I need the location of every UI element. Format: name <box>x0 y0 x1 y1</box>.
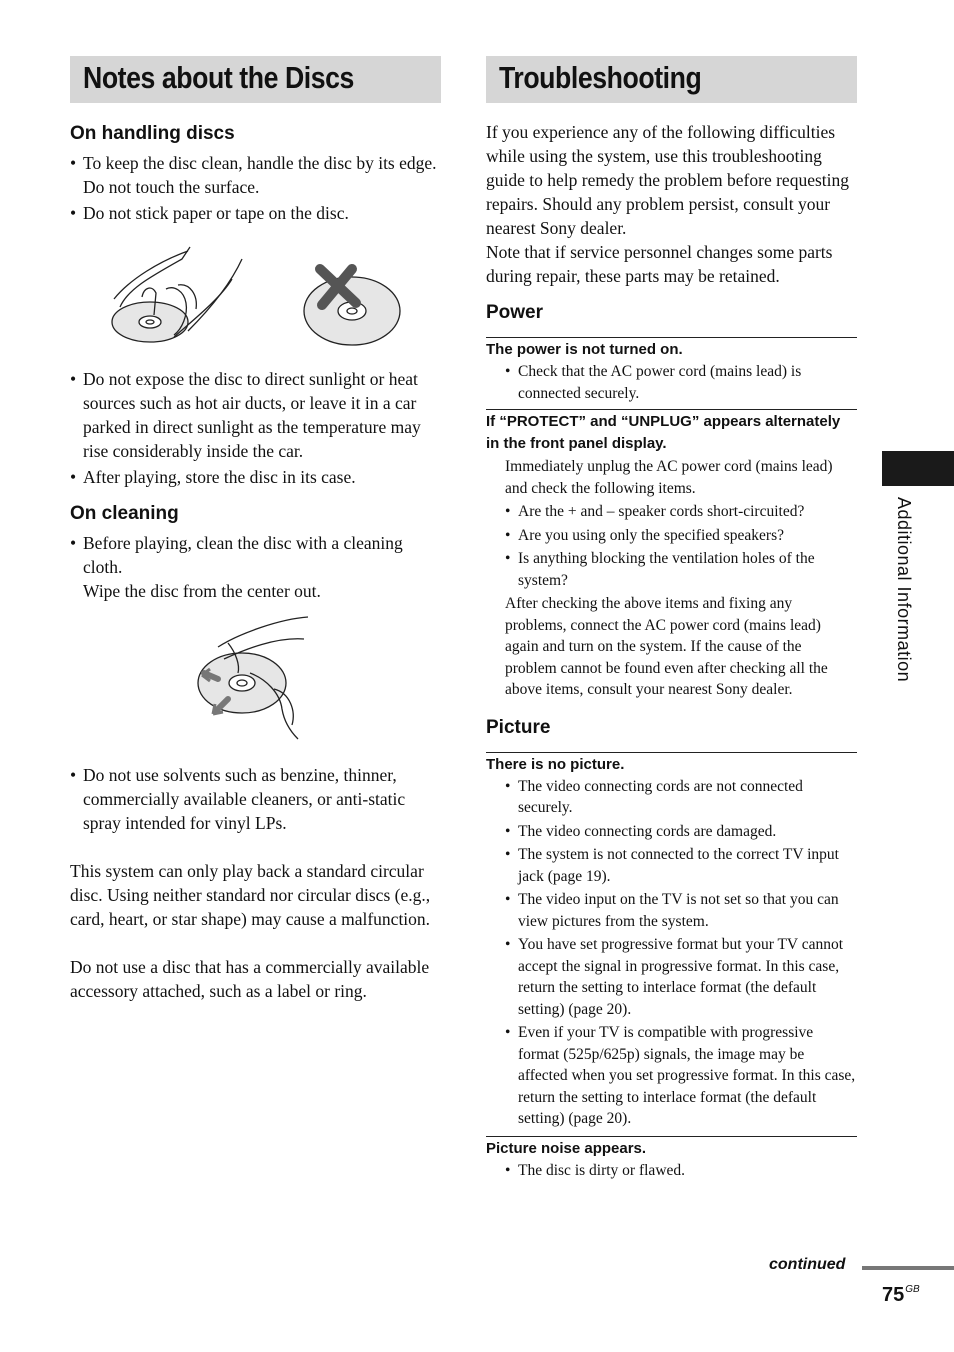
chapter-label: Additional Information <box>894 497 914 683</box>
page-number-value: 75 <box>882 1284 905 1306</box>
problem-block <box>486 337 857 404</box>
cleaning-disc-icon <box>198 617 308 739</box>
solution-list <box>486 1160 857 1182</box>
solution-item: • Check that the AC power cord (mains lead) is connected securely. <box>486 361 857 404</box>
left-column <box>70 56 441 1003</box>
cleaning-bullets-2 <box>70 763 441 835</box>
page-number <box>882 1284 920 1307</box>
disc-cleaning-drawing <box>70 613 441 753</box>
problem-heading: Picture noise appears. <box>486 1139 647 1157</box>
section-title: Troubleshooting <box>499 60 702 95</box>
solution-item: • Is anything blocking the ventilation holes of the system? <box>486 548 857 591</box>
solution-list <box>486 776 857 1130</box>
solution-item: • You have set progressive format but your TV cannot accept the signal in progressive format. In this case, return the setting to interlace format (the default setting) (page 20). <box>486 934 857 1020</box>
section-title-bar <box>486 56 857 103</box>
problem-block <box>486 752 857 1130</box>
solution-item: • The video connecting cords are damaged. <box>486 821 857 843</box>
problem-block <box>486 409 857 701</box>
disc-wrong-handling-icon <box>304 269 400 345</box>
disc-handling-illustration <box>70 229 441 357</box>
bullet-item: • Do not stick paper or tape on the disc. <box>70 201 441 225</box>
solution-list <box>486 361 857 404</box>
handling-bullets <box>70 151 441 225</box>
problem-heading: If “PROTECT” and “UNPLUG” appears alternately in the front panel display. <box>486 413 841 452</box>
subheading-power: Power <box>486 302 544 323</box>
bullet-continuation: Wipe the disc from the center out. <box>83 581 321 601</box>
solution-list <box>486 456 857 701</box>
continued-rule <box>862 1266 954 1270</box>
handling-bullets-2 <box>70 367 441 489</box>
solution-item: • Are the + and – speaker cords short-circuited? <box>486 501 857 523</box>
bullet-item: • After playing, store the disc in its case. <box>70 465 441 489</box>
solution-item: • The video input on the TV is not set so that you can view pictures from the system. <box>486 889 857 932</box>
intro-note: Note that if service personnel changes some parts during repair, these parts may be retained. <box>486 242 833 286</box>
disc-cleaning-illustration <box>70 613 441 753</box>
right-column <box>486 56 857 1183</box>
cleaning-bullets <box>70 531 441 603</box>
problem-heading: There is no picture. <box>486 755 625 773</box>
problem-heading: The power is not turned on. <box>486 341 683 358</box>
bullet-item: • Before playing, clean the disc with a cleaning cloth. <box>70 531 441 579</box>
disc-held-correctly-icon <box>112 247 242 342</box>
paragraph-disc-accessory: Do not use a disc that has a commercially available accessory attached, such as a label or ring. <box>70 957 430 1001</box>
chapter-tab <box>882 451 954 486</box>
solution-item: • The system is not connected to the correct TV input jack (page 19). <box>486 844 857 887</box>
solution-item: • Are you using only the specified speakers? <box>486 525 857 547</box>
section-title: Notes about the Discs <box>83 60 354 95</box>
bullet-item: • Do not use solvents such as benzine, thinner, commercially available cleaners, or anti-static spray intended for vinyl LPs. <box>70 763 441 835</box>
continued-label: continued <box>769 1256 846 1273</box>
page-number-suffix: GB <box>905 1284 920 1295</box>
bullet-item: • To keep the disc clean, handle the disc by its edge. Do not touch the surface. <box>70 151 441 199</box>
solution-item: • The disc is dirty or flawed. <box>486 1160 857 1182</box>
subheading-picture: Picture <box>486 716 551 738</box>
subheading-handling: On handling discs <box>70 123 235 144</box>
solution-item: • Even if your TV is compatible with progressive format (525p/625p) signals, the image may be affected when you set progressive format. In this case, return the setting to interlace format (the default setting) (page 20). <box>486 1022 857 1130</box>
problem-block <box>486 1136 857 1182</box>
troubleshooting-intro <box>486 120 857 288</box>
intro-paragraph: If you experience any of the following difficulties while using the system, use this troubleshooting guide to help remedy the problem before requesting repairs. Should any problem persist, consult your nearest Sony dealer. <box>486 122 850 238</box>
solution-lead: Immediately unplug the AC power cord (mains lead) and check the following items. <box>505 458 833 497</box>
section-title-bar <box>70 56 441 103</box>
bullet-item: • Do not expose the disc to direct sunlight or heat sources such as hot air ducts, or leave it in a car parked in direct sunlight as the temperature may rise considerably inside the car. <box>70 367 441 463</box>
solution-item: • The video connecting cords are not connected securely. <box>486 776 857 819</box>
solution-followup: After checking the above items and fixing any problems, connect the AC power cord (mains lead) again and turn on the system. If the cause of the problem cannot be found even after checking all the above items, consult your nearest Sony dealer. <box>505 595 828 698</box>
paragraph-disc-shape: This system can only play back a standard circular disc. Using neither standard nor circular discs (e.g., card, heart, or star shape) may cause a malfunction. <box>70 861 431 929</box>
subheading-cleaning: On cleaning <box>70 503 179 524</box>
disc-handling-drawing <box>70 229 441 357</box>
